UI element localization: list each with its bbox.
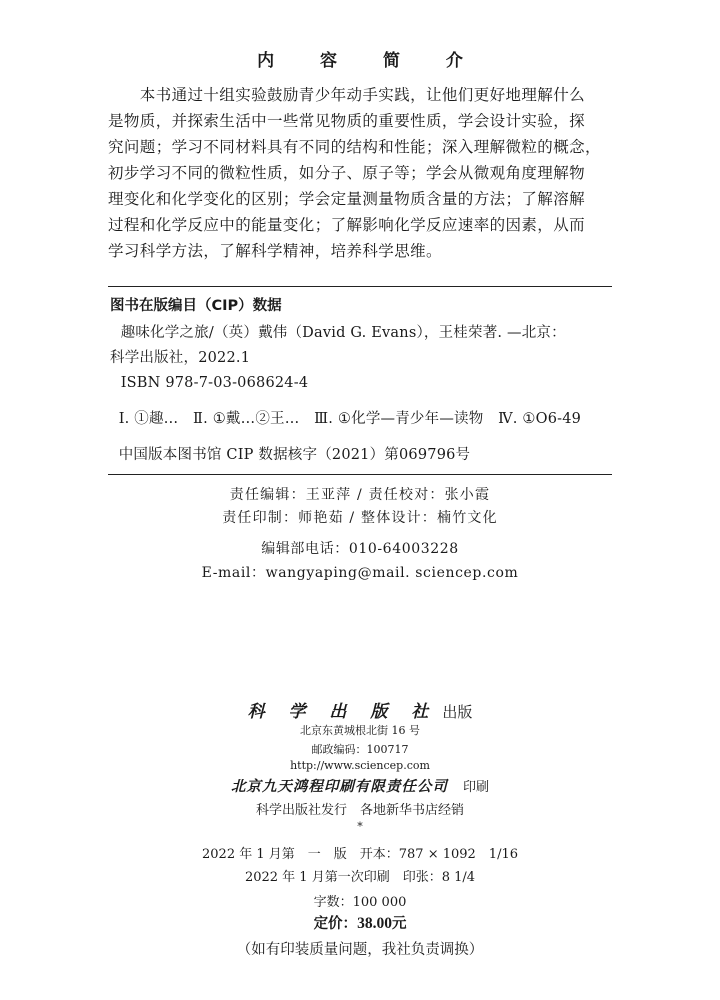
cip-classification: Ⅰ. ①趣… Ⅱ. ①戴…②王… Ⅲ. ①化学—青少年—读物 Ⅳ. ①O6-49 (104, 411, 582, 427)
price-value: 38.00 (357, 915, 392, 932)
summary-line: 究问题；学习不同材料具有不同的结构和性能；深入理解微粒的概念， (108, 138, 601, 156)
distribution-line: 科学出版社发行 各地新华书店经销 (255, 803, 464, 818)
summary-line: 是物质，并探索生活中一些常见物质的重要性质，学会设计实验，探 (108, 112, 586, 130)
summary-line: 初步学习不同的微粒性质，如分子、原子等；学会从微观角度理解物 (108, 164, 586, 182)
credits-production: 责任印制：师艳茹 / 整体设计：楠竹文化 (222, 510, 498, 526)
price-label: 定价： (313, 915, 358, 932)
separator-star: * (357, 820, 363, 833)
cip-record-number: 中国版本图书馆 CIP 数据核字（2021）第069796号 (104, 447, 471, 463)
editorial-email: E-mail：wangyaping@mail. sciencep.com (201, 565, 519, 581)
printer-name: 北京九天鸿程印刷有限责任公司 (230, 778, 448, 795)
quality-notice: （如有印装质量问题，我社负责调换） (236, 942, 484, 958)
edition-line: 2022 年 1 月第 一 版 开本：787 × 1092 1/16 (202, 847, 518, 862)
price-unit: 元 (391, 915, 407, 932)
cip-isbn: ISBN 978-7-03-068624-4 (106, 375, 309, 391)
divider-bottom (108, 474, 612, 475)
publisher-logo-text: 科 学 出 版 社 (247, 702, 438, 722)
publisher-url: http://www.sciencep.com (290, 759, 430, 772)
price-line (0, 912, 720, 933)
summary-line: 本书通过十组实验鼓励青少年动手实践，让他们更好地理解什么 (108, 86, 586, 104)
printer-line (0, 775, 720, 796)
cip-bibliographic-line: 趣味化学之旅/（英）戴伟（David G. Evans），王桂荣著. —北京： (106, 325, 566, 341)
summary-line: 过程和化学反应中的能量变化；了解影响化学反应速率的因素，从而 (108, 216, 586, 234)
divider-top (108, 286, 612, 287)
publisher-address: 北京东黄城根北街 16 号 (300, 724, 420, 737)
page-title: 内 容 简 介 (257, 51, 483, 71)
publisher-suffix: 出版 (442, 703, 473, 721)
cip-publisher-line: 科学出版社，2022.1 (110, 350, 251, 366)
publisher-postcode: 邮政编码：100717 (311, 743, 409, 756)
cip-heading: 图书在版编目（CIP）数据 (110, 298, 282, 314)
editorial-phone: 编辑部电话：010-64003228 (261, 541, 459, 557)
publisher-line (0, 697, 720, 722)
summary-line: 理变化和化学变化的区别；学会定量测量物质含量的方法；了解溶解 (108, 190, 586, 208)
summary-line: 学习科学方法，了解科学精神，培养科学思维。 (108, 242, 442, 260)
summary-paragraph (108, 82, 616, 264)
printer-suffix: 印刷 (463, 780, 490, 795)
printing-line: 2022 年 1 月第一次印刷 印张：8 1/4 (244, 870, 476, 885)
word-count: 字数：100 000 (313, 895, 407, 910)
credits-editors: 责任编辑：王亚萍 / 责任校对：张小霞 (229, 487, 491, 503)
